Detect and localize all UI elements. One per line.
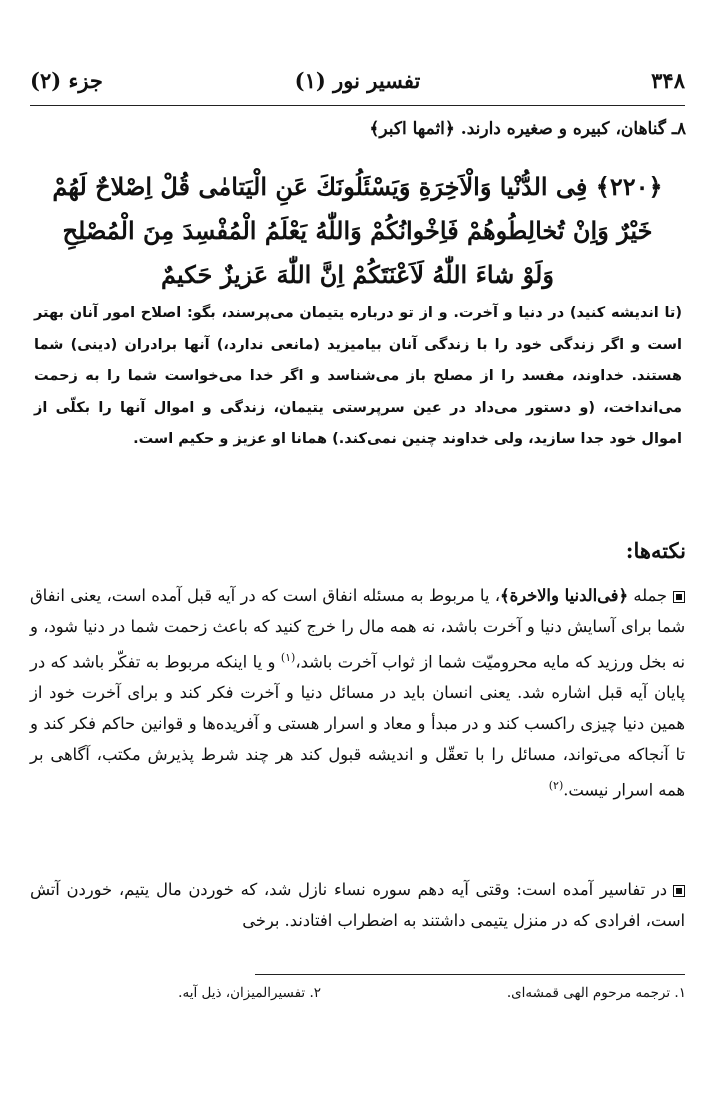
verse-line-3: وَلَوْ شاءَ اللّٰهُ لَاَعْنَتَكُمْ اِنَّ اللّٰهَ عَزیزٌ حَكیمٌ bbox=[161, 260, 554, 289]
part-label: جزء (۲) bbox=[30, 68, 103, 93]
book-title: تفسیر نور (۱) bbox=[294, 68, 421, 93]
note-paragraph-2 bbox=[30, 874, 685, 936]
note2-text: در تفاسیر آمده است: وقتی آیه دهم سوره نساء نازل شد، که خوردن مال یتیم، خوردن آتش است، افرادی که در منزل یتیمی داشتند به اضطراب افتادند. برخی bbox=[30, 880, 685, 930]
note1-text-b: و یا اینکه مربوط به تفکّر باشد که در پایان آیه قبل اشاره شد. یعنی انسان باید در مسائل دنیا و آخرت فکر کند و برای آخرت خود از همین دنیا چیزی راکسب کند و در مبدأ و معاد و اسرار هستی و آفریده‌ها و قوانین حاکم فکر کند و تا آنجاکه می‌تواند، مسائل را با تعقّل و اندیشه قبول کند هر چند شرط پذیرش مکتب، آگاهی بر همه اسرار نیست. bbox=[30, 652, 685, 800]
note1-lead: جمله bbox=[628, 586, 667, 605]
notes-heading: نکته‌ها: bbox=[625, 538, 686, 563]
verse-translation: (تا اندیشه کنید) در دنیا و آخرت. و از تو درباره یتیمان می‌پرسند، بگو: اصلاح امور آنان بهتر است و اگر زندگی خود را با زندگی آنان بیامیزید (مانعی ندارد،) آنها برادران (دینی) شما هستند. خداوند، مفسد را از مصلح باز می‌شناسد و اگر خدا می‌خواست شما را به زحمت می‌انداخت، (و دستور می‌داد در عین سرپرستی یتیمان، زندگی و اموال آنها را بکلّی از اموال خود جدا سازید، ولی خداوند چنین نمی‌کند.) همانا او عزیز و حکیم است. bbox=[34, 305, 682, 447]
header-divider bbox=[30, 105, 685, 106]
verse-line-2: خَیْرٌ وَاِنْ تُخالِطُوهُمْ فَاِخْوانُكُمْ وَاللّٰهُ یَعْلَمُ الْمُفْسِدَ مِنَ الْمُصْلِحِ bbox=[62, 216, 653, 245]
running-header bbox=[30, 62, 685, 102]
footnote-divider bbox=[255, 974, 685, 975]
footnote-1: ۱. ترجمه مرحوم الهی قمشه‌ای. bbox=[506, 985, 686, 1001]
square-bullet-icon bbox=[673, 885, 685, 897]
note1-text-a: ، یا مربوط به مسئله انفاق است که در آیه قبل آمده است، یعنی انفاق شما برای آسایش دنیا و آخرت باشد، نه همه مال را خرج کنید که باعث زحمت شما در دنیا شود، و نه بخل ورزید که مایه محرومیّت شما از ثواب آخرت باشد، bbox=[30, 586, 685, 672]
verse-line-1: ﴿۲۲۰﴾ فِی الدُّنْیا وَالْاَخِرَةِ وَیَسْئَلُونَكَ عَنِ الْیَتامٰی قُلْ اِصْلاحٌ لَهُمْ bbox=[52, 172, 663, 201]
page-number: ۳۴۸ bbox=[651, 68, 685, 93]
footnote-ref-1: (۱) bbox=[280, 651, 296, 664]
note1-quote: ﴿فی‌الدنیا والاخرة﴾ bbox=[500, 586, 629, 605]
footnote-2: ۲. تفسیرالمیزان، ذیل آیه. bbox=[178, 985, 321, 1001]
lesson-item-8: ۸ـ گناهان، کبیره و صغیره دارند. ﴿اثمها اکبر﴾ bbox=[369, 119, 686, 139]
footnote-ref-2: (۲) bbox=[548, 779, 564, 793]
note-paragraph-1 bbox=[30, 580, 685, 806]
quran-verse bbox=[30, 165, 685, 297]
square-bullet-icon bbox=[673, 591, 685, 603]
